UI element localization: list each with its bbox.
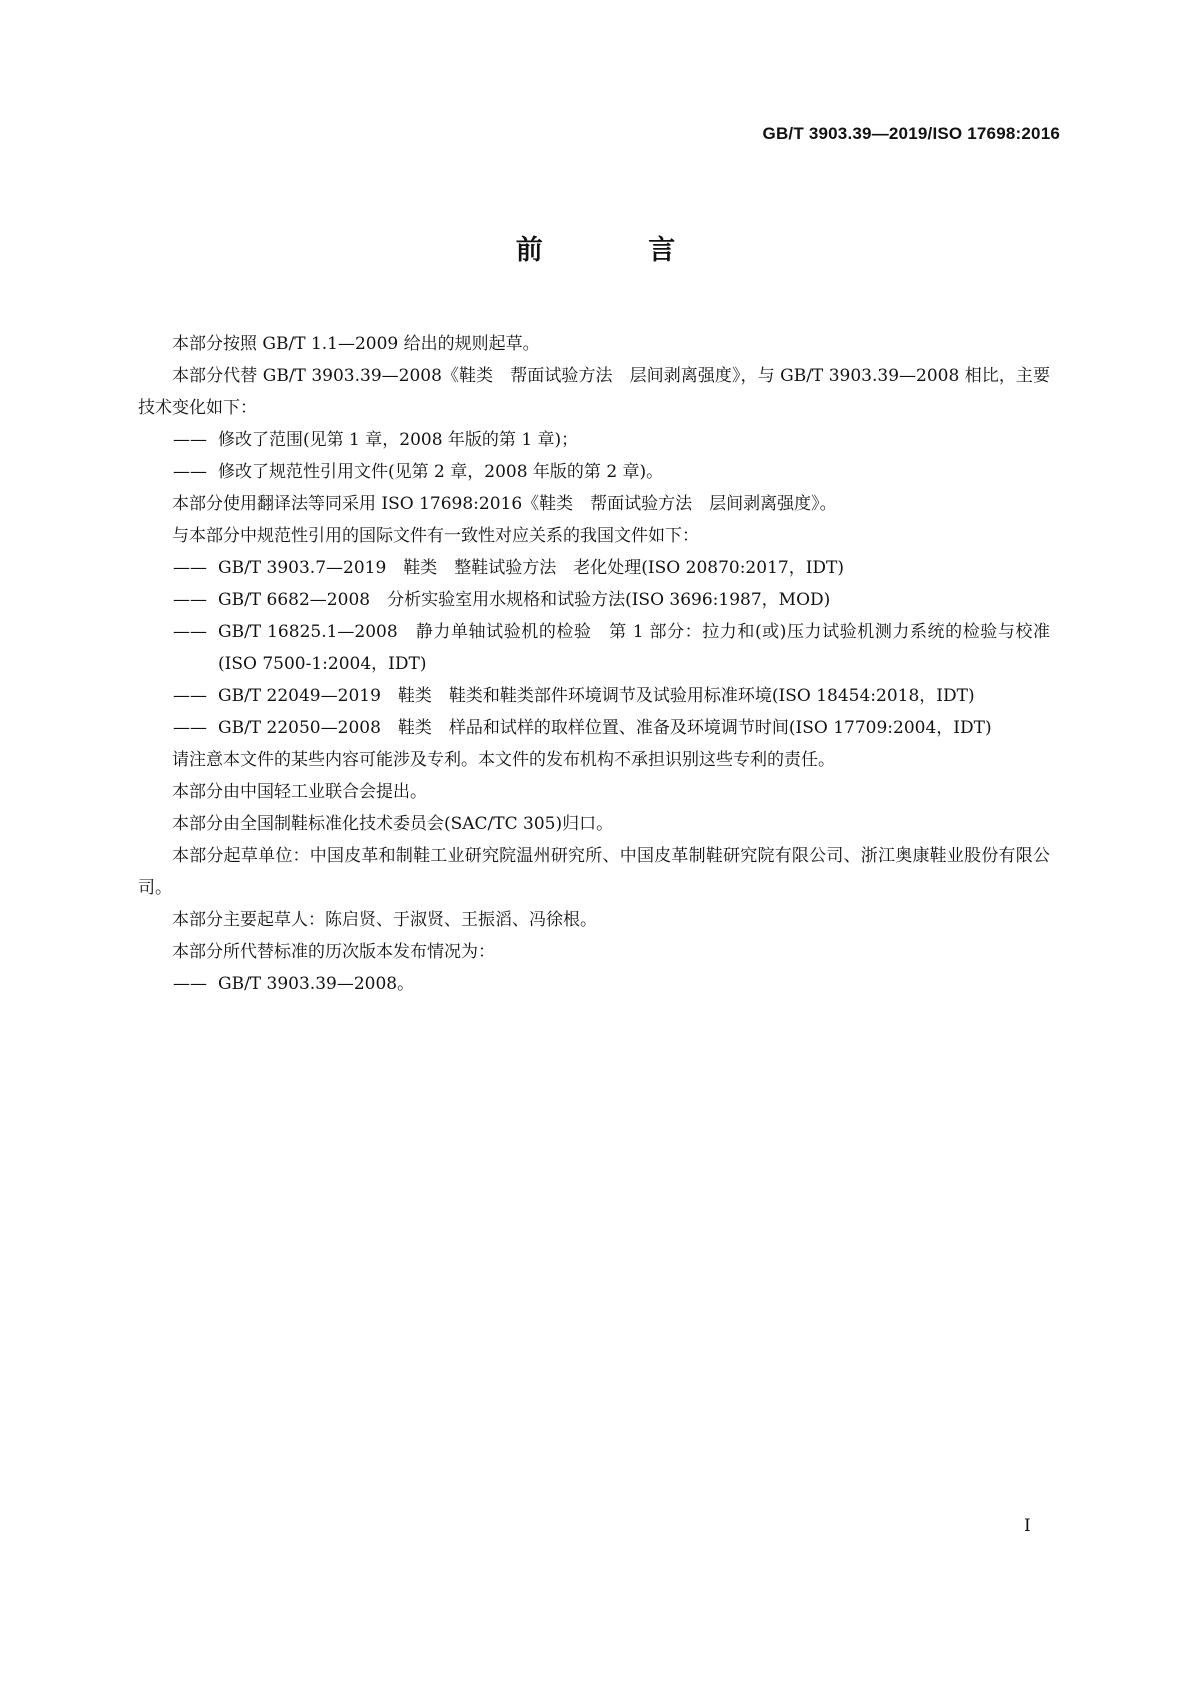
dash-marker: —— xyxy=(173,590,207,610)
list-item-change xyxy=(138,424,1050,456)
list-item-history xyxy=(138,968,1050,1000)
list-item-reference xyxy=(138,680,1050,712)
paragraph-technical-committee: 本部分由全国制鞋标准化技术委员会(SAC/TC 305)归口。 xyxy=(172,814,614,834)
dash-marker: —— xyxy=(173,974,207,994)
list-item-text: GB/T 22050—2008 鞋类 样品和试样的取样位置、准备及环境调节时间(ISO 17709:2004，IDT) xyxy=(218,718,992,738)
list-item-reference xyxy=(138,584,1050,616)
dash-marker: —— xyxy=(173,686,207,706)
document-body xyxy=(138,328,1050,1000)
dash-marker: —— xyxy=(173,718,207,738)
list-item-reference xyxy=(138,552,1050,584)
paragraph-adoption: 本部分使用翻译法等同采用 ISO 17698:2016《鞋类 帮面试验方法 层间剥离强度》。 xyxy=(172,494,837,514)
list-item-text: GB/T 16825.1—2008 静力单轴试验机的检验 第 1 部分：拉力和(或)压力试验机测力系统的检验与校准(ISO 7500-1:2004，IDT) xyxy=(218,622,1050,674)
paragraph-drafting-rules: 本部分按照 GB/T 1.1—2009 给出的规则起草。 xyxy=(172,334,540,354)
list-item-text: GB/T 3903.7—2019 鞋类 整鞋试验方法 老化处理(ISO 20870:2017，IDT) xyxy=(218,558,845,578)
list-item-text: GB/T 3903.39—2008。 xyxy=(218,974,415,994)
paragraph-drafters: 本部分主要起草人：陈启贤、于淑贤、王振滔、冯徐根。 xyxy=(172,910,597,930)
paragraph-drafting-units: 本部分起草单位：中国皮革和制鞋工业研究院温州研究所、中国皮革制鞋研究院有限公司、浙江奥康鞋业股份有限公司。 xyxy=(138,846,1050,898)
list-item-text: 修改了范围(见第 1 章，2008 年版的第 1 章)； xyxy=(218,430,579,450)
page-number: I xyxy=(1024,1516,1031,1536)
dash-marker: —— xyxy=(173,430,207,450)
list-item-text: GB/T 6682—2008 分析实验室用水规格和试验方法(ISO 3696:1987，MOD) xyxy=(218,590,831,610)
list-item-reference xyxy=(138,616,1050,680)
paragraph-replacement: 本部分代替 GB/T 3903.39—2008《鞋类 帮面试验方法 层间剥离强度》，与 GB/T 3903.39—2008 相比，主要技术变化如下： xyxy=(138,366,1050,418)
list-item-text: 修改了规范性引用文件(见第 2 章，2008 年版的第 2 章)。 xyxy=(218,462,664,482)
paragraph-reference-intro: 与本部分中规范性引用的国际文件有一致性对应关系的我国文件如下： xyxy=(172,526,699,546)
page-title: 前 言 xyxy=(515,235,724,266)
dash-marker: —— xyxy=(173,622,207,642)
list-item-reference xyxy=(138,712,1050,744)
dash-marker: —— xyxy=(173,558,207,578)
list-item-change xyxy=(138,456,1050,488)
dash-marker: —— xyxy=(173,462,207,482)
paragraph-proposer: 本部分由中国轻工业联合会提出。 xyxy=(172,782,427,802)
paragraph-history-intro: 本部分所代替标准的历次版本发布情况为： xyxy=(172,942,495,962)
paragraph-patent-notice: 请注意本文件的某些内容可能涉及专利。本文件的发布机构不承担识别这些专利的责任。 xyxy=(172,750,835,770)
list-item-text: GB/T 22049—2019 鞋类 鞋类和鞋类部件环境调节及试验用标准环境(ISO 18454:2018，IDT) xyxy=(218,686,975,706)
standard-code-header: GB/T 3903.39—2019/ISO 17698:2016 xyxy=(762,124,1060,143)
